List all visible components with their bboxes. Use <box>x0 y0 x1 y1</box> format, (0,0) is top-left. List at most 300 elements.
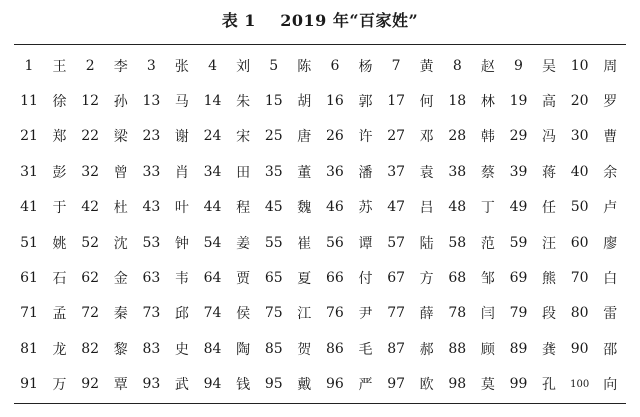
surname: 蒋 <box>542 164 556 181</box>
table-cell <box>14 48 75 83</box>
surname: 龙 <box>52 341 67 358</box>
table-cell <box>198 119 259 154</box>
table-cell <box>75 119 136 154</box>
rank-number: 50 <box>570 199 589 216</box>
table-cell <box>442 225 503 260</box>
surname: 魏 <box>297 200 312 217</box>
table-cell <box>198 83 259 118</box>
table-cell <box>259 119 320 154</box>
surname: 吕 <box>419 200 434 217</box>
surname: 欧 <box>419 377 434 394</box>
surname: 高 <box>542 94 556 111</box>
table-cell <box>259 296 320 331</box>
table-cell <box>504 225 565 260</box>
rank-number: 6 <box>330 57 340 74</box>
rank-number: 12 <box>81 93 100 110</box>
surname: 许 <box>358 129 373 146</box>
table-cell <box>504 260 565 295</box>
rank-number: 41 <box>20 199 38 216</box>
surname: 金 <box>113 271 128 288</box>
rank-number: 9 <box>514 57 523 74</box>
rank-number: 69 <box>509 270 528 287</box>
rank-number: 64 <box>203 270 222 287</box>
table-cell <box>320 367 381 402</box>
table-cell <box>136 154 197 189</box>
rank-number: 75 <box>264 305 283 322</box>
surname: 江 <box>297 306 312 323</box>
table-cell <box>442 296 503 331</box>
rank-number: 24 <box>203 128 222 145</box>
surname: 邓 <box>419 129 434 146</box>
surname: 陈 <box>297 58 312 75</box>
surname: 夏 <box>297 271 312 288</box>
surname: 孙 <box>113 94 128 111</box>
rank-number: 44 <box>203 199 222 216</box>
surname: 毛 <box>358 341 373 358</box>
table-cell <box>75 225 136 260</box>
surname: 白 <box>603 271 618 288</box>
table-cell <box>320 48 381 83</box>
surname: 董 <box>297 164 312 181</box>
table-cell <box>442 190 503 225</box>
surname: 黎 <box>113 341 128 358</box>
table-cell <box>381 296 442 331</box>
table-cell <box>504 296 565 331</box>
table-cell <box>14 190 75 225</box>
surname: 武 <box>174 377 189 394</box>
surname: 王 <box>52 58 67 75</box>
surname: 尹 <box>358 306 373 323</box>
table-cell <box>14 119 75 154</box>
surname: 熊 <box>542 271 556 288</box>
rank-number: 21 <box>20 128 38 145</box>
surname: 杜 <box>113 200 128 217</box>
table-cell <box>565 154 626 189</box>
surname: 吴 <box>542 58 556 75</box>
surname: 秦 <box>113 306 128 323</box>
rank-number: 25 <box>264 128 283 145</box>
surname: 丁 <box>480 200 495 217</box>
rank-number: 87 <box>387 340 406 357</box>
rank-number: 16 <box>326 93 344 110</box>
table-cell <box>136 83 197 118</box>
table-cell <box>565 367 626 402</box>
surname: 李 <box>113 58 128 75</box>
rank-number: 78 <box>448 305 467 322</box>
table-cell <box>320 119 381 154</box>
table-cell <box>381 83 442 118</box>
rank-number: 45 <box>264 199 283 216</box>
surname: 宋 <box>236 129 251 146</box>
rank-number: 71 <box>20 305 38 322</box>
rank-number: 86 <box>326 340 344 357</box>
rank-number: 51 <box>20 234 38 251</box>
surname: 顾 <box>480 341 495 358</box>
rank-number: 23 <box>142 128 161 145</box>
rank-number: 32 <box>81 163 100 180</box>
table-cell <box>442 83 503 118</box>
table-cell <box>442 331 503 366</box>
rank-number: 56 <box>326 234 344 251</box>
surname: 马 <box>174 94 189 111</box>
surname: 段 <box>542 306 556 323</box>
rank-number: 84 <box>203 340 222 357</box>
table-cell <box>381 48 442 83</box>
table-cell <box>198 190 259 225</box>
table-cell <box>320 331 381 366</box>
table-cell <box>198 225 259 260</box>
table-cell <box>504 119 565 154</box>
surname: 郝 <box>419 341 434 358</box>
table-cell <box>75 260 136 295</box>
surname: 曹 <box>603 129 618 146</box>
rank-number: 88 <box>448 340 467 357</box>
table-cell <box>504 154 565 189</box>
surname: 潘 <box>358 164 373 181</box>
rank-number: 48 <box>448 199 467 216</box>
table-cell <box>565 225 626 260</box>
table-cell <box>381 331 442 366</box>
table-cell <box>320 83 381 118</box>
table-cell <box>75 190 136 225</box>
rank-number: 92 <box>81 376 100 393</box>
rank-number: 62 <box>81 270 100 287</box>
rank-number: 18 <box>448 93 467 110</box>
surname: 黄 <box>419 58 434 75</box>
table-cell <box>320 296 381 331</box>
table-cell <box>442 367 503 402</box>
rank-number: 33 <box>142 163 161 180</box>
rank-number: 43 <box>142 199 161 216</box>
rank-number: 89 <box>509 340 528 357</box>
surname: 钟 <box>174 235 189 252</box>
surname: 韦 <box>174 271 189 288</box>
surname: 任 <box>542 200 556 217</box>
rank-number: 13 <box>142 93 161 110</box>
surname: 方 <box>419 271 434 288</box>
surname: 何 <box>419 94 434 111</box>
rank-number: 17 <box>387 93 406 110</box>
table-cell <box>198 331 259 366</box>
surname: 周 <box>603 58 618 75</box>
rank-number: 20 <box>570 93 589 110</box>
table-cell <box>320 260 381 295</box>
rank-number: 96 <box>326 376 344 393</box>
table-cell <box>136 119 197 154</box>
surname-table <box>14 48 626 402</box>
surname: 陶 <box>236 341 251 358</box>
surname: 蔡 <box>480 164 495 181</box>
surname: 付 <box>358 271 373 288</box>
table-cell <box>381 154 442 189</box>
rank-number: 28 <box>448 128 467 145</box>
surname: 姚 <box>52 235 67 252</box>
surname: 赵 <box>480 58 495 75</box>
surname: 万 <box>52 377 67 394</box>
table-cell <box>136 48 197 83</box>
rank-number: 82 <box>81 340 100 357</box>
surname: 程 <box>236 200 251 217</box>
table-cell <box>259 48 320 83</box>
rank-number: 55 <box>264 234 283 251</box>
table-cell <box>565 331 626 366</box>
surname: 冯 <box>542 129 556 146</box>
table-cell <box>565 260 626 295</box>
surname: 朱 <box>236 94 251 111</box>
surname: 贺 <box>297 341 312 358</box>
rank-number: 40 <box>570 163 589 180</box>
surname: 贾 <box>236 271 251 288</box>
surname: 曾 <box>113 164 128 181</box>
surname: 姜 <box>236 235 251 252</box>
surname: 范 <box>480 235 495 252</box>
rank-number: 80 <box>570 305 589 322</box>
table-cell <box>565 119 626 154</box>
table-cell <box>75 48 136 83</box>
surname: 孟 <box>52 306 67 323</box>
rank-number: 70 <box>570 270 589 287</box>
table-cell <box>14 260 75 295</box>
table-cell <box>504 83 565 118</box>
table-cell <box>75 331 136 366</box>
table-cell <box>442 119 503 154</box>
rank-number: 5 <box>269 57 279 74</box>
table-cell <box>381 260 442 295</box>
table-cell <box>259 331 320 366</box>
table-cell <box>14 296 75 331</box>
surname: 叶 <box>174 200 189 217</box>
rank-number: 67 <box>387 270 406 287</box>
rank-number: 54 <box>203 234 222 251</box>
rank-number: 49 <box>509 199 528 216</box>
bottom-rule <box>14 403 626 404</box>
table-cell <box>198 48 259 83</box>
rank-number: 27 <box>387 128 406 145</box>
rank-number: 98 <box>448 376 467 393</box>
surname: 田 <box>236 164 251 181</box>
rank-number: 2 <box>85 57 95 74</box>
table-cell <box>442 260 503 295</box>
surname: 钱 <box>236 377 251 394</box>
surname: 陆 <box>419 235 434 252</box>
rank-number: 58 <box>448 234 467 251</box>
table-cell <box>75 367 136 402</box>
rank-number: 26 <box>326 128 344 145</box>
rank-number: 68 <box>448 270 467 287</box>
table-cell <box>75 296 136 331</box>
table-cell <box>442 48 503 83</box>
table-cell <box>14 154 75 189</box>
table-cell <box>259 367 320 402</box>
table-cell <box>504 48 565 83</box>
table-cell <box>198 296 259 331</box>
surname: 郭 <box>358 94 373 111</box>
rank-number: 52 <box>81 234 100 251</box>
table-cell <box>136 367 197 402</box>
table-cell <box>14 83 75 118</box>
surname: 于 <box>52 200 67 217</box>
surname: 邵 <box>603 341 618 358</box>
rank-number: 29 <box>509 128 528 145</box>
table-cell <box>136 260 197 295</box>
table-cell <box>565 83 626 118</box>
surname: 刘 <box>236 58 251 75</box>
rank-number: 34 <box>203 163 222 180</box>
rank-number: 99 <box>509 376 528 393</box>
surname: 张 <box>174 58 189 75</box>
table-cell <box>381 225 442 260</box>
rank-number: 38 <box>448 163 467 180</box>
table-cell <box>320 225 381 260</box>
rank-number: 74 <box>203 305 222 322</box>
rank-number: 83 <box>142 340 161 357</box>
table-cell <box>75 83 136 118</box>
rank-number: 4 <box>208 57 218 74</box>
surname: 余 <box>603 164 618 181</box>
surname: 杨 <box>358 58 373 75</box>
rank-number: 57 <box>387 234 406 251</box>
table-title <box>0 8 640 31</box>
rank-number: 81 <box>20 340 38 357</box>
surname: 郑 <box>52 129 67 146</box>
rank-number: 72 <box>81 305 100 322</box>
table-cell <box>198 154 259 189</box>
surname: 梁 <box>113 129 128 146</box>
surname: 向 <box>603 377 618 394</box>
rank-number: 94 <box>203 376 222 393</box>
table-cell <box>504 367 565 402</box>
rank-number: 15 <box>264 93 283 110</box>
rank-number: 85 <box>264 340 283 357</box>
rank-number: 8 <box>452 57 462 74</box>
surname: 雷 <box>603 306 618 323</box>
rank-number: 65 <box>264 270 283 287</box>
top-rule <box>14 44 626 45</box>
table-cell <box>14 331 75 366</box>
table-cell <box>259 225 320 260</box>
surname: 邱 <box>174 306 189 323</box>
rank-number: 79 <box>509 305 528 322</box>
rank-number: 22 <box>81 128 100 145</box>
surname: 龚 <box>542 341 556 358</box>
rank-number: 37 <box>387 163 406 180</box>
table-cell <box>320 190 381 225</box>
rank-number: 30 <box>570 128 589 145</box>
surname: 谭 <box>358 235 373 252</box>
rank-number: 61 <box>20 270 38 287</box>
rank-number: 1 <box>24 57 34 74</box>
table-cell <box>320 154 381 189</box>
surname: 彭 <box>52 164 67 181</box>
table-cell <box>198 260 259 295</box>
rank-number: 36 <box>326 163 344 180</box>
rank-number: 93 <box>142 376 161 393</box>
table-cell <box>565 296 626 331</box>
rank-number: 91 <box>20 376 38 393</box>
surname: 唐 <box>297 129 312 146</box>
surname: 卢 <box>603 200 618 217</box>
rank-number: 39 <box>509 163 528 180</box>
rank-number: 14 <box>203 93 222 110</box>
table-caption: 2019 年“百家姓” <box>280 11 419 30</box>
rank-number: 19 <box>509 93 528 110</box>
surname: 沈 <box>113 235 128 252</box>
rank-number: 11 <box>20 93 38 110</box>
table-cell <box>136 225 197 260</box>
table-cell <box>381 119 442 154</box>
rank-number: 3 <box>146 57 156 74</box>
surname: 戴 <box>297 377 312 394</box>
rank-number: 73 <box>142 305 161 322</box>
rank-number: 35 <box>264 163 283 180</box>
table-cell <box>565 48 626 83</box>
table-label: 表 1 <box>221 11 256 30</box>
surname: 徐 <box>52 94 67 111</box>
table-cell <box>504 190 565 225</box>
surname: 邹 <box>480 271 495 288</box>
rank-number: 100 <box>570 378 590 390</box>
surname: 莫 <box>480 377 495 394</box>
rank-number: 90 <box>570 340 589 357</box>
rank-number: 47 <box>387 199 406 216</box>
rank-number: 60 <box>570 234 589 251</box>
surname: 韩 <box>480 129 495 146</box>
rank-number: 63 <box>142 270 161 287</box>
surname: 林 <box>480 94 495 111</box>
table-cell <box>75 154 136 189</box>
rank-number: 46 <box>326 199 344 216</box>
table-cell <box>504 331 565 366</box>
table-cell <box>259 190 320 225</box>
rank-number: 59 <box>509 234 528 251</box>
rank-number: 10 <box>570 57 589 74</box>
rank-number: 76 <box>326 305 344 322</box>
surname: 薛 <box>419 306 434 323</box>
surname: 闫 <box>480 306 495 323</box>
rank-number: 7 <box>391 57 401 74</box>
surname: 孔 <box>542 377 556 394</box>
rank-number: 31 <box>20 163 38 180</box>
surname: 石 <box>52 271 67 288</box>
rank-number: 42 <box>81 199 100 216</box>
rank-number: 53 <box>142 234 161 251</box>
surname: 侯 <box>236 306 251 323</box>
surname: 袁 <box>419 164 434 181</box>
table-cell <box>136 190 197 225</box>
surname: 严 <box>358 377 373 394</box>
table-cell <box>136 296 197 331</box>
table-cell <box>259 260 320 295</box>
rank-number: 77 <box>387 305 406 322</box>
rank-number: 66 <box>326 270 344 287</box>
table-cell <box>259 154 320 189</box>
table-cell <box>14 367 75 402</box>
surname: 肖 <box>174 164 189 181</box>
rank-number: 95 <box>264 376 283 393</box>
surname: 汪 <box>542 235 556 252</box>
table-cell <box>565 190 626 225</box>
surname: 胡 <box>297 94 312 111</box>
table-cell <box>259 83 320 118</box>
surname: 崔 <box>297 235 312 252</box>
table-cell <box>136 331 197 366</box>
surname: 苏 <box>358 200 373 217</box>
surname: 史 <box>174 341 189 358</box>
surname: 罗 <box>603 94 618 111</box>
table-cell <box>442 154 503 189</box>
surname: 覃 <box>113 377 128 394</box>
surname: 廖 <box>603 235 618 252</box>
